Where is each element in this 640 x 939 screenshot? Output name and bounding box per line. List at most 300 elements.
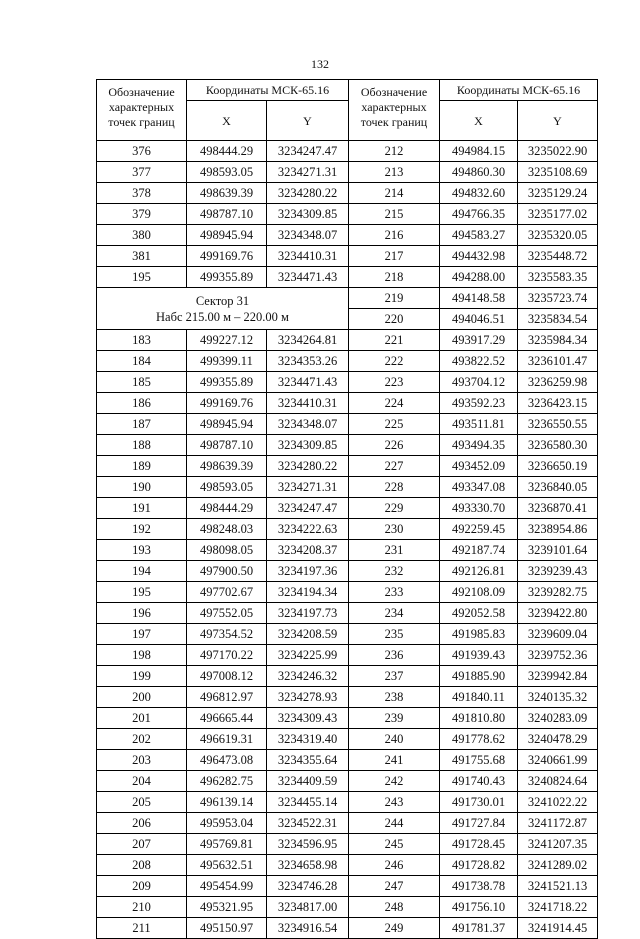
table-row — [97, 225, 349, 246]
table-row — [349, 477, 598, 498]
y-coordinate: 3241718.22 — [518, 897, 598, 918]
x-coordinate: 493917.29 — [440, 330, 518, 351]
x-coordinate: 492259.45 — [440, 519, 518, 540]
y-coordinate: 3238954.86 — [518, 519, 598, 540]
x-coordinate: 491730.01 — [440, 792, 518, 813]
table-row — [97, 792, 349, 813]
x-coordinate: 497170.22 — [187, 645, 267, 666]
point-number: 193 — [97, 540, 187, 561]
x-header: X — [440, 101, 518, 141]
table-row — [349, 792, 598, 813]
table-row — [97, 708, 349, 729]
table-row — [349, 645, 598, 666]
x-coordinate: 499169.76 — [187, 393, 267, 414]
y-coordinate: 3241022.22 — [518, 792, 598, 813]
point-number: 230 — [349, 519, 440, 540]
y-coordinate: 3236101.47 — [518, 351, 598, 372]
x-coordinate: 492108.09 — [440, 582, 518, 603]
table-row — [97, 687, 349, 708]
table-row — [349, 876, 598, 897]
y-coordinate: 3234271.31 — [267, 477, 349, 498]
x-coordinate: 497702.67 — [187, 582, 267, 603]
point-number: 183 — [97, 330, 187, 351]
y-coordinate: 3239752.36 — [518, 645, 598, 666]
point-number: 208 — [97, 855, 187, 876]
table-row — [97, 204, 349, 225]
x-coordinate: 496665.44 — [187, 708, 267, 729]
x-coordinate: 497552.05 — [187, 603, 267, 624]
table-row — [97, 540, 349, 561]
y-coordinate: 3234194.34 — [267, 582, 349, 603]
y-header: Y — [518, 101, 598, 141]
point-number: 248 — [349, 897, 440, 918]
table-row — [97, 435, 349, 456]
point-number: 197 — [97, 624, 187, 645]
table-row — [97, 750, 349, 771]
y-coordinate: 3234522.31 — [267, 813, 349, 834]
x-coordinate: 491755.68 — [440, 750, 518, 771]
table-row — [97, 267, 349, 288]
point-number: 220 — [349, 309, 440, 330]
point-number: 225 — [349, 414, 440, 435]
table-row — [349, 351, 598, 372]
table-row — [349, 309, 598, 330]
y-coordinate: 3234208.59 — [267, 624, 349, 645]
point-number: 189 — [97, 456, 187, 477]
x-coordinate: 495953.04 — [187, 813, 267, 834]
x-coordinate: 496619.31 — [187, 729, 267, 750]
table-row — [97, 519, 349, 540]
y-coordinate: 3235022.90 — [518, 141, 598, 162]
y-coordinate: 3234309.85 — [267, 435, 349, 456]
table-row — [97, 603, 349, 624]
y-coordinate: 3239942.84 — [518, 666, 598, 687]
x-coordinate: 499355.89 — [187, 267, 267, 288]
point-number: 205 — [97, 792, 187, 813]
x-coordinate: 492187.74 — [440, 540, 518, 561]
x-coordinate: 493511.81 — [440, 414, 518, 435]
table-row — [349, 435, 598, 456]
x-coordinate: 491810.80 — [440, 708, 518, 729]
y-coordinate: 3235723.74 — [518, 288, 598, 309]
point-number: 224 — [349, 393, 440, 414]
table-row — [97, 729, 349, 750]
sector-height-range: Набс 215.00 м – 220.00 м — [156, 309, 289, 324]
x-coordinate: 491781.37 — [440, 918, 518, 939]
point-number: 229 — [349, 498, 440, 519]
table-row — [97, 393, 349, 414]
point-number: 378 — [97, 183, 187, 204]
point-number: 195 — [97, 267, 187, 288]
point-number: 237 — [349, 666, 440, 687]
y-coordinate: 3239239.43 — [518, 561, 598, 582]
y-coordinate: 3234353.26 — [267, 351, 349, 372]
x-coordinate: 491939.43 — [440, 645, 518, 666]
point-number: 231 — [349, 540, 440, 561]
table-row — [349, 246, 598, 267]
point-number: 212 — [349, 141, 440, 162]
x-coordinate: 498945.94 — [187, 225, 267, 246]
point-number: 235 — [349, 624, 440, 645]
x-coordinate: 495150.97 — [187, 918, 267, 939]
point-number: 377 — [97, 162, 187, 183]
point-number: 216 — [349, 225, 440, 246]
table-row — [349, 582, 598, 603]
x-coordinate: 499169.76 — [187, 246, 267, 267]
x-coordinate: 491840.11 — [440, 687, 518, 708]
x-coordinate: 495632.51 — [187, 855, 267, 876]
point-number: 379 — [97, 204, 187, 225]
x-coordinate: 498593.05 — [187, 162, 267, 183]
point-number: 196 — [97, 603, 187, 624]
x-coordinate: 499227.12 — [187, 330, 267, 351]
y-coordinate: 3234471.43 — [267, 267, 349, 288]
table-row — [349, 666, 598, 687]
x-coordinate: 498787.10 — [187, 435, 267, 456]
point-number: 206 — [97, 813, 187, 834]
y-coordinate: 3235583.35 — [518, 267, 598, 288]
table-row — [97, 897, 349, 918]
sector-title: Сектор 31 — [195, 293, 250, 308]
y-coordinate: 3234658.98 — [267, 855, 349, 876]
table-row — [97, 330, 349, 351]
point-number: 238 — [349, 687, 440, 708]
point-number: 203 — [97, 750, 187, 771]
y-coordinate: 3234746.28 — [267, 876, 349, 897]
y-coordinate: 3234309.85 — [267, 204, 349, 225]
x-coordinate: 492126.81 — [440, 561, 518, 582]
table-row — [97, 498, 349, 519]
x-coordinate: 494288.00 — [440, 267, 518, 288]
y-coordinate: 3234348.07 — [267, 225, 349, 246]
x-coordinate: 493330.70 — [440, 498, 518, 519]
table-row — [349, 330, 598, 351]
table-row — [349, 225, 598, 246]
point-number: 236 — [349, 645, 440, 666]
x-coordinate: 498444.29 — [187, 498, 267, 519]
point-number: 192 — [97, 519, 187, 540]
table-row — [349, 855, 598, 876]
x-coordinate: 494583.27 — [440, 225, 518, 246]
y-coordinate: 3236870.41 — [518, 498, 598, 519]
x-coordinate: 491727.84 — [440, 813, 518, 834]
x-coordinate: 491778.62 — [440, 729, 518, 750]
point-number: 190 — [97, 477, 187, 498]
point-number: 247 — [349, 876, 440, 897]
table-row — [349, 519, 598, 540]
table-row — [97, 582, 349, 603]
y-coordinate: 3234208.37 — [267, 540, 349, 561]
point-number: 380 — [97, 225, 187, 246]
table-row — [349, 750, 598, 771]
y-coordinate: 3234225.99 — [267, 645, 349, 666]
y-coordinate: 3239609.04 — [518, 624, 598, 645]
y-coordinate: 3234197.73 — [267, 603, 349, 624]
x-coordinate: 497900.50 — [187, 561, 267, 582]
y-coordinate: 3235448.72 — [518, 246, 598, 267]
y-coordinate: 3234817.00 — [267, 897, 349, 918]
x-coordinate: 491738.78 — [440, 876, 518, 897]
coords-header: Координаты МСК-65.16 — [440, 80, 598, 101]
table-row — [349, 897, 598, 918]
y-coordinate: 3234455.14 — [267, 792, 349, 813]
point-number: 221 — [349, 330, 440, 351]
point-number: 233 — [349, 582, 440, 603]
point-number: 228 — [349, 477, 440, 498]
x-coordinate: 493494.35 — [440, 435, 518, 456]
table-row — [349, 456, 598, 477]
y-coordinate: 3240478.29 — [518, 729, 598, 750]
x-coordinate: 495321.95 — [187, 897, 267, 918]
x-coordinate: 494832.60 — [440, 183, 518, 204]
table-row — [97, 477, 349, 498]
table-row — [97, 624, 349, 645]
y-header: Y — [267, 101, 349, 141]
left-table-body — [97, 141, 349, 939]
x-coordinate: 491756.10 — [440, 897, 518, 918]
y-coordinate: 3234355.64 — [267, 750, 349, 771]
right-table-body — [349, 141, 598, 939]
y-coordinate: 3236423.15 — [518, 393, 598, 414]
x-coordinate: 498593.05 — [187, 477, 267, 498]
point-number: 209 — [97, 876, 187, 897]
y-coordinate: 3235177.02 — [518, 204, 598, 225]
x-coordinate: 495769.81 — [187, 834, 267, 855]
table-row — [349, 267, 598, 288]
table-row — [97, 561, 349, 582]
point-number: 376 — [97, 141, 187, 162]
y-coordinate: 3235834.54 — [518, 309, 598, 330]
y-coordinate: 3234280.22 — [267, 183, 349, 204]
table-row — [97, 351, 349, 372]
point-number: 223 — [349, 372, 440, 393]
point-number: 381 — [97, 246, 187, 267]
y-coordinate: 3234319.40 — [267, 729, 349, 750]
y-coordinate: 3241521.13 — [518, 876, 598, 897]
x-coordinate: 496473.08 — [187, 750, 267, 771]
table-row — [97, 141, 349, 162]
coords-header: Координаты МСК-65.16 — [187, 80, 349, 101]
y-coordinate: 3234247.47 — [267, 141, 349, 162]
point-number: 184 — [97, 351, 187, 372]
table-row — [349, 372, 598, 393]
point-number: 239 — [349, 708, 440, 729]
table-row — [97, 645, 349, 666]
y-coordinate: 3234596.95 — [267, 834, 349, 855]
y-coordinate: 3234264.81 — [267, 330, 349, 351]
point-number: 219 — [349, 288, 440, 309]
x-coordinate: 491728.45 — [440, 834, 518, 855]
point-number: 232 — [349, 561, 440, 582]
x-coordinate: 498248.03 — [187, 519, 267, 540]
x-coordinate: 498639.39 — [187, 183, 267, 204]
point-number: 185 — [97, 372, 187, 393]
x-coordinate: 493592.23 — [440, 393, 518, 414]
y-coordinate: 3234309.43 — [267, 708, 349, 729]
y-coordinate: 3236550.55 — [518, 414, 598, 435]
y-coordinate: 3239282.75 — [518, 582, 598, 603]
y-coordinate: 3234271.31 — [267, 162, 349, 183]
x-coordinate: 499399.11 — [187, 351, 267, 372]
table-row — [97, 876, 349, 897]
y-coordinate: 3234916.54 — [267, 918, 349, 939]
point-number: 240 — [349, 729, 440, 750]
y-coordinate: 3234280.22 — [267, 456, 349, 477]
point-number: 214 — [349, 183, 440, 204]
coordinates-table-right — [348, 79, 598, 939]
y-coordinate: 3240283.09 — [518, 708, 598, 729]
x-coordinate: 498444.29 — [187, 141, 267, 162]
table-row — [97, 456, 349, 477]
y-coordinate: 3241172.87 — [518, 813, 598, 834]
y-coordinate: 3240824.64 — [518, 771, 598, 792]
point-number: 226 — [349, 435, 440, 456]
y-coordinate: 3236840.05 — [518, 477, 598, 498]
designation-header: Обозначение характерных точек границ — [349, 80, 440, 141]
y-coordinate: 3234247.47 — [267, 498, 349, 519]
point-number: 243 — [349, 792, 440, 813]
y-coordinate: 3241289.02 — [518, 855, 598, 876]
x-coordinate: 494984.15 — [440, 141, 518, 162]
x-coordinate: 494046.51 — [440, 309, 518, 330]
table-row — [349, 561, 598, 582]
x-coordinate: 494766.35 — [440, 204, 518, 225]
y-coordinate: 3235320.05 — [518, 225, 598, 246]
y-coordinate: 3236259.98 — [518, 372, 598, 393]
x-coordinate: 497354.52 — [187, 624, 267, 645]
x-coordinate: 491728.82 — [440, 855, 518, 876]
x-coordinate: 494432.98 — [440, 246, 518, 267]
x-header: X — [187, 101, 267, 141]
point-number: 222 — [349, 351, 440, 372]
x-coordinate: 498787.10 — [187, 204, 267, 225]
point-number: 188 — [97, 435, 187, 456]
point-number: 200 — [97, 687, 187, 708]
point-number: 198 — [97, 645, 187, 666]
point-number: 234 — [349, 603, 440, 624]
x-coordinate: 492052.58 — [440, 603, 518, 624]
point-number: 210 — [97, 897, 187, 918]
table-row — [97, 666, 349, 687]
table-row — [349, 540, 598, 561]
table-row — [349, 288, 598, 309]
table-row — [349, 729, 598, 750]
table-row — [349, 834, 598, 855]
point-number: 195 — [97, 582, 187, 603]
point-number: 191 — [97, 498, 187, 519]
y-coordinate: 3234471.43 — [267, 372, 349, 393]
x-coordinate: 498639.39 — [187, 456, 267, 477]
point-number: 201 — [97, 708, 187, 729]
sector-row — [97, 288, 349, 330]
point-number: 199 — [97, 666, 187, 687]
point-number: 215 — [349, 204, 440, 225]
y-coordinate: 3240135.32 — [518, 687, 598, 708]
table-row — [97, 813, 349, 834]
page-number: 132 — [311, 57, 329, 71]
point-number: 213 — [349, 162, 440, 183]
table-row — [349, 498, 598, 519]
y-coordinate: 3234410.31 — [267, 393, 349, 414]
table-row — [97, 834, 349, 855]
point-number: 227 — [349, 456, 440, 477]
y-coordinate: 3235108.69 — [518, 162, 598, 183]
x-coordinate: 495454.99 — [187, 876, 267, 897]
point-number: 218 — [349, 267, 440, 288]
table-row — [349, 687, 598, 708]
table-row — [349, 813, 598, 834]
x-coordinate: 493822.52 — [440, 351, 518, 372]
designation-header: Обозначение характерных точек границ — [97, 80, 187, 141]
x-coordinate: 499355.89 — [187, 372, 267, 393]
x-coordinate: 493704.12 — [440, 372, 518, 393]
coordinates-table-left — [96, 79, 349, 939]
table-row — [97, 372, 349, 393]
table-row — [349, 183, 598, 204]
table-row — [349, 162, 598, 183]
x-coordinate: 493452.09 — [440, 456, 518, 477]
point-number: 186 — [97, 393, 187, 414]
point-number: 187 — [97, 414, 187, 435]
y-coordinate: 3241914.45 — [518, 918, 598, 939]
y-coordinate: 3234348.07 — [267, 414, 349, 435]
x-coordinate: 494148.58 — [440, 288, 518, 309]
y-coordinate: 3234222.63 — [267, 519, 349, 540]
y-coordinate: 3234246.32 — [267, 666, 349, 687]
x-coordinate: 498945.94 — [187, 414, 267, 435]
y-coordinate: 3239101.64 — [518, 540, 598, 561]
x-coordinate: 493347.08 — [440, 477, 518, 498]
point-number: 204 — [97, 771, 187, 792]
y-coordinate: 3241207.35 — [518, 834, 598, 855]
table-row — [97, 771, 349, 792]
table-row — [97, 162, 349, 183]
table-row — [349, 771, 598, 792]
x-coordinate: 497008.12 — [187, 666, 267, 687]
point-number: 249 — [349, 918, 440, 939]
table-row — [97, 183, 349, 204]
point-number: 246 — [349, 855, 440, 876]
sector-heading — [97, 288, 349, 330]
table-row — [349, 393, 598, 414]
point-number: 202 — [97, 729, 187, 750]
table-row — [349, 204, 598, 225]
table-row — [97, 414, 349, 435]
point-number: 245 — [349, 834, 440, 855]
point-number: 244 — [349, 813, 440, 834]
y-coordinate: 3234197.36 — [267, 561, 349, 582]
point-number: 194 — [97, 561, 187, 582]
y-coordinate: 3236580.30 — [518, 435, 598, 456]
x-coordinate: 496282.75 — [187, 771, 267, 792]
y-coordinate: 3234278.93 — [267, 687, 349, 708]
x-coordinate: 496812.97 — [187, 687, 267, 708]
y-coordinate: 3239422.80 — [518, 603, 598, 624]
point-number: 241 — [349, 750, 440, 771]
point-number: 242 — [349, 771, 440, 792]
x-coordinate: 491740.43 — [440, 771, 518, 792]
y-coordinate: 3234409.59 — [267, 771, 349, 792]
table-row — [349, 708, 598, 729]
point-number: 207 — [97, 834, 187, 855]
table-row — [349, 414, 598, 435]
table-row — [349, 603, 598, 624]
y-coordinate: 3240661.99 — [518, 750, 598, 771]
table-row — [97, 855, 349, 876]
x-coordinate: 491985.83 — [440, 624, 518, 645]
point-number: 211 — [97, 918, 187, 939]
x-coordinate: 498098.05 — [187, 540, 267, 561]
